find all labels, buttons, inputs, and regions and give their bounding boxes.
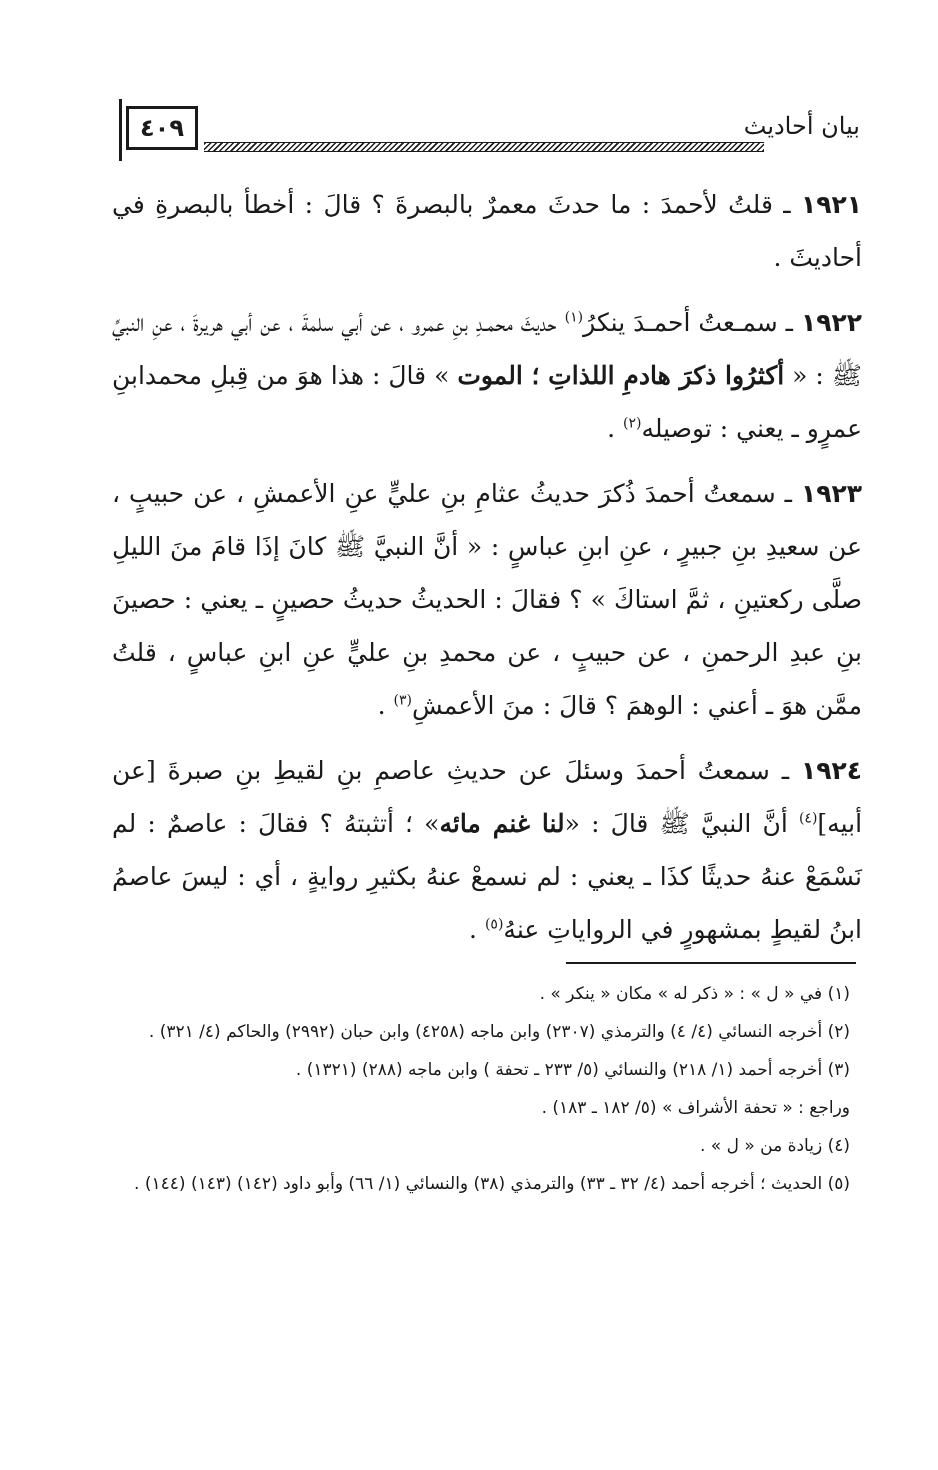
footnotes xyxy=(112,978,864,1206)
footnote-reference: (٢) xyxy=(623,415,642,432)
main-text xyxy=(112,178,862,968)
footnote-reference: (١) xyxy=(564,309,584,326)
header-ornamental-rule xyxy=(204,142,764,152)
entry-text: . xyxy=(607,414,624,443)
footnote-separator xyxy=(566,962,856,964)
entry-text: . xyxy=(377,691,394,720)
entry-number: ١٩٢٤ xyxy=(800,756,862,785)
hadith-text-bold: أكثرُوا ذكرَ هادمِ اللذاتِ ؛ الموت xyxy=(457,361,785,390)
footnote-1: (١) في « ل » : « ذكر له » مكان « ينكر » . xyxy=(539,984,850,1004)
page-number: ٤٠٩ xyxy=(126,106,198,150)
footnote-5: (٥) الحديث ؛ أخرجه أحمد (٤/ ٣٢ ـ ٣٣) والترمذي (٣٨) والنسائي (١/ ٦٦) وأبو داود (١٤٢) (١٤٣) (١٤٤) . xyxy=(134,1174,850,1194)
entry-paragraph xyxy=(112,296,862,455)
entry-text: أنَّ النبيَّ ﷺ قالَ : « xyxy=(564,809,799,838)
running-title: بيان أحاديث xyxy=(743,112,860,140)
entry-text: حديثَ محمـدِ بنِ عمرو ، عن أبي سلمةَ ، عن أبي هريرةَ ، عنِ النبيِّ ﷺ : « xyxy=(112,308,863,390)
footnote-reference: (٤) xyxy=(798,810,818,827)
page-header xyxy=(118,98,860,160)
entry-number: ١٩٢٢ xyxy=(800,308,862,337)
entry-paragraph xyxy=(112,744,862,956)
footnote-3: (٣) أخرجه أحمد (١/ ٢١٨) والنسائي (٥/ ٢٣٣ ـ تحفة ) وابن ماجه (٢٨٨) (١٣٢١) . xyxy=(295,1060,850,1080)
footnote-4: (٤) زيادة من « ل » . xyxy=(699,1136,850,1156)
entry-text: ـ سمعتُ أحمدَ وسئلَ عن حديثِ عاصمِ بنِ لقيطِ بنِ صبرةَ [عن أبيه] xyxy=(112,756,863,838)
entry-number: ١٩٢٣ xyxy=(800,479,862,508)
entry-number: ١٩٢١ xyxy=(800,190,862,219)
footnote-reference: (٣) xyxy=(393,692,412,709)
entry-text: ـ سمعتُ أحمدَ ذُكرَ حديثُ عثامِ بنِ عليٍّ عنِ الأعمشِ ، عن حبيبٍ ، عن سعيدِ بنِ جبيرٍ ، عنِ ابنِ عباسٍ : « أنَّ النبيَّ ﷺ كانَ إذَا قامَ منَ الليلِ صلَّى ركعتينِ ، ثمَّ استاكَ » ؟ فقالَ : الحديثُ حديثُ حصينٍ ـ يعني : حصينَ بنِ عبدِ الرحمنِ ، عن حبيبٍ ، عن محمدِ بنِ عليٍّ عنِ ابنِ عباسٍ ، قلتُ ممَّن هوَ ـ أعني : الوهمَ ؟ قالَ : منَ الأعمشِ xyxy=(112,479,862,720)
entry-text: ـ سمـعتُ أحمـدَ ينكرُ xyxy=(583,308,801,337)
footnote-2: (٢) أخرجه النسائي (٤/ ٤) والترمذي (٢٣٠٧) وابن ماجه (٤٢٥٨) وابن حبان (٢٩٩٢) والحاكم (٤/ ٣٢١) . xyxy=(148,1022,850,1042)
entry-paragraph xyxy=(112,178,862,284)
entry-text: . xyxy=(469,915,485,944)
entry-paragraph xyxy=(112,467,862,732)
footnote-3-continuation: وراجع : « تحفة الأشراف » (٥/ ١٨٢ ـ ١٨٣) . xyxy=(541,1098,850,1118)
entry-text: ـ قلتُ لأحمدَ : ما حدثَ معمرٌ بالبصرةَ ؟ قالَ : أخطأ بالبصرةِ في أحاديثَ . xyxy=(112,190,862,272)
hadith-text-bold: لنا غنم مائه xyxy=(439,809,565,838)
footnote-reference: (٥) xyxy=(484,916,504,933)
entry-text: » قالَ : هذا هوَ من قِبلِ محمدابنِ عمرٍو ـ يعني : توصيله xyxy=(112,361,862,443)
entry-text: » ؛ أتثبتهُ ؟ فقالَ : عاصمٌ : لم نَسْمَعْ عنهُ حديثًا كذَا ـ يعني : لم نسمعْ عنهُ بكثيرِ روايةٍ ، أي : ليسَ عاصمُ ابنُ لقيطٍ بمشهورٍ في الرواياتِ عنهُ xyxy=(112,809,862,944)
